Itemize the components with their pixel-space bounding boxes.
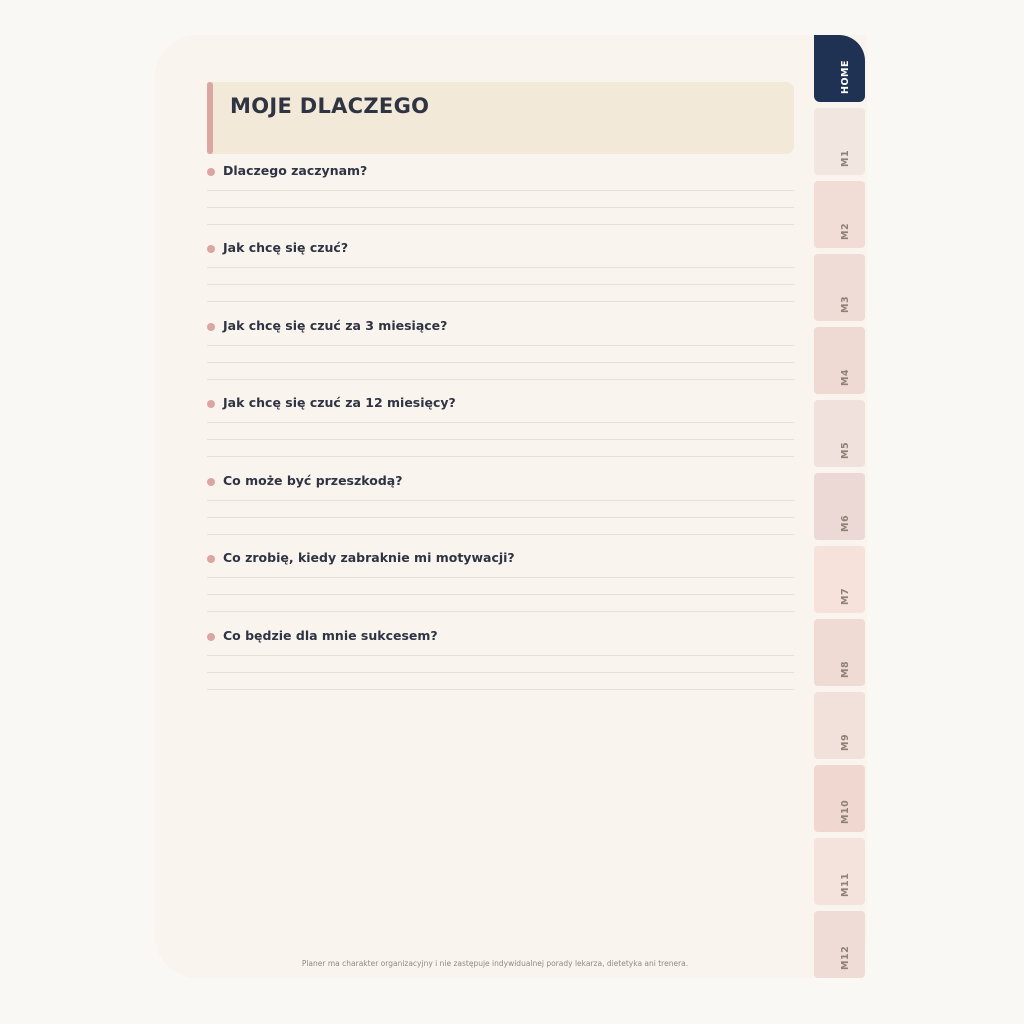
tab-m7[interactable] — [814, 546, 865, 613]
answer-line[interactable] — [207, 190, 794, 191]
tab-m4[interactable] — [814, 327, 865, 394]
answer-line[interactable] — [207, 577, 794, 578]
answer-line[interactable] — [207, 672, 794, 673]
month-tabs — [814, 35, 865, 978]
bullet-icon — [207, 323, 215, 331]
tab-label: M8 — [839, 660, 851, 678]
answer-line[interactable] — [207, 517, 794, 518]
question-label: Co może być przeszkodą? — [223, 473, 403, 488]
tab-label: M10 — [839, 799, 851, 824]
answer-line[interactable] — [207, 345, 794, 346]
bullet-icon — [207, 633, 215, 641]
tab-label: M9 — [839, 733, 851, 751]
tab-label: M2 — [839, 222, 851, 240]
answer-line[interactable] — [207, 534, 794, 535]
answer-line[interactable] — [207, 611, 794, 612]
answer-line[interactable] — [207, 439, 794, 440]
planner-page — [155, 35, 867, 978]
tab-label: M12 — [839, 945, 851, 970]
tab-label: M6 — [839, 514, 851, 532]
page-header — [207, 82, 794, 154]
tab-m10[interactable] — [814, 765, 865, 832]
question-label: Jak chcę się czuć? — [223, 240, 349, 255]
answer-line[interactable] — [207, 655, 794, 656]
answer-line[interactable] — [207, 689, 794, 690]
tab-m3[interactable] — [814, 254, 865, 321]
question-label: Jak chcę się czuć za 12 miesięcy? — [223, 395, 456, 410]
answer-line[interactable] — [207, 284, 794, 285]
tab-m11[interactable] — [814, 838, 865, 905]
answer-line[interactable] — [207, 500, 794, 501]
tab-label: HOME — [839, 60, 851, 94]
tab-label: M11 — [839, 872, 851, 897]
disclaimer-footer: Planer ma charakter organizacyjny i nie zastępuje indywidualnej porady lekarza, dietetyka ani trenera. — [301, 959, 689, 968]
answer-line[interactable] — [207, 422, 794, 423]
bullet-icon — [207, 555, 215, 563]
tab-m2[interactable] — [814, 181, 865, 248]
answer-line[interactable] — [207, 456, 794, 457]
bullet-icon — [207, 168, 215, 176]
tab-m8[interactable] — [814, 619, 865, 686]
bullet-icon — [207, 400, 215, 408]
tab-m5[interactable] — [814, 400, 865, 467]
answer-line[interactable] — [207, 301, 794, 302]
bullet-icon — [207, 478, 215, 486]
tab-m12[interactable] — [814, 911, 865, 978]
answer-line[interactable] — [207, 594, 794, 595]
answer-line[interactable] — [207, 207, 794, 208]
title-accent-bar — [207, 82, 213, 154]
bullet-icon — [207, 245, 215, 253]
answer-line[interactable] — [207, 267, 794, 268]
question-label: Jak chcę się czuć za 3 miesiące? — [223, 318, 448, 333]
answer-line[interactable] — [207, 224, 794, 225]
answer-line[interactable] — [207, 379, 794, 380]
tab-label: M7 — [839, 587, 851, 605]
answer-line[interactable] — [207, 362, 794, 363]
tab-m1[interactable] — [814, 108, 865, 175]
page-title: MOJE DLACZEGO — [230, 94, 430, 118]
tab-label: M3 — [839, 295, 851, 313]
tab-label: M1 — [839, 149, 851, 167]
question-label: Co zrobię, kiedy zabraknie mi motywacji? — [223, 550, 515, 565]
question-label: Co będzie dla mnie sukcesem? — [223, 628, 438, 643]
tab-m6[interactable] — [814, 473, 865, 540]
tab-label: M5 — [839, 441, 851, 459]
tab-m9[interactable] — [814, 692, 865, 759]
tab-label: M4 — [839, 368, 851, 386]
tab-home[interactable] — [814, 35, 865, 102]
question-label: Dlaczego zaczynam? — [223, 163, 368, 178]
